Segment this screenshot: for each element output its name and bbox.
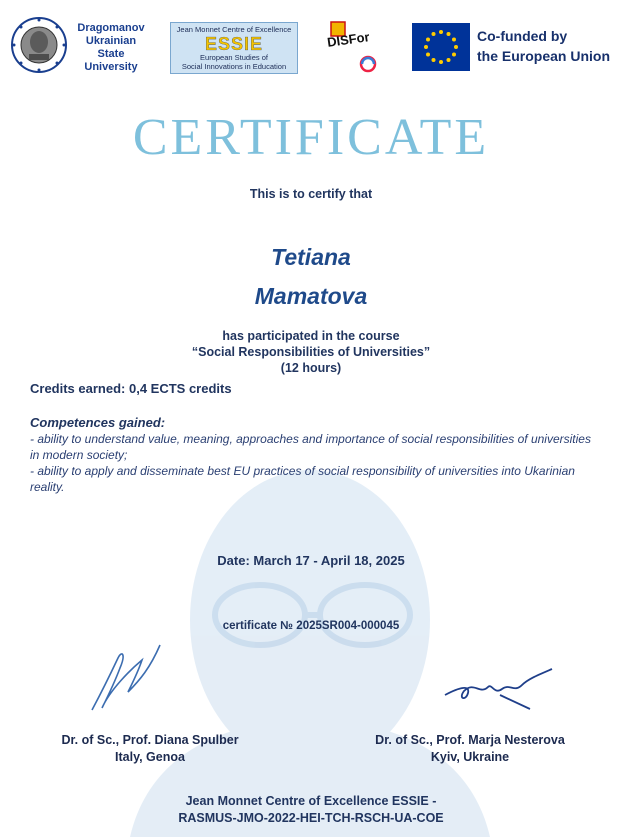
eu-cofunded-text: Co-funded by the European Union [477, 28, 610, 64]
eu-star-icon [447, 58, 451, 62]
signer-1-place: Italy, Genoa [115, 750, 185, 764]
signer-1 [40, 732, 260, 766]
signature-spulber [80, 640, 170, 715]
footer-project-id: Jean Monnet Centre of Excellence ESSIE - RASMUS-JMO-2022-HEI-TCH-RSCH-UA-COE [178, 794, 444, 825]
course-description: has participated in the course “Social Responsibilities of Universities” (12 hours) [191, 329, 431, 375]
recipient-last-name: Mamatova [254, 283, 368, 309]
competences-list [30, 431, 600, 495]
recipient-first-name: Tetiana [271, 244, 351, 270]
background-portrait [110, 470, 510, 837]
signer-2 [350, 732, 590, 766]
eu-star-icon [439, 60, 443, 64]
eu-star-icon [452, 38, 456, 42]
eu-star-icon [439, 30, 443, 34]
eu-star-icon [454, 45, 458, 49]
certificate-number: certificate № 2025SR004-000045 [222, 620, 400, 632]
competences-heading: Competences gained: [30, 415, 166, 430]
eu-flag-icon [412, 23, 470, 71]
university-seal-logo [10, 16, 68, 74]
credits-earned: Credits earned: 0,4 ECTS credits [30, 381, 232, 396]
course-dates: Date: March 17 - April 18, 2025 [217, 553, 405, 568]
competence-item: - ability to understand value, meaning, approaches and importance of social responsibilities of universities in modern society; [30, 432, 591, 462]
eu-star-icon [432, 58, 436, 62]
signature-nesterova [440, 665, 560, 715]
certify-line: This is to certify that [249, 187, 373, 201]
eu-star-icon [452, 53, 456, 57]
signer-2-place: Kyiv, Ukraine [430, 750, 510, 764]
eu-star-icon [447, 32, 451, 36]
certificate-title: CERTIFICATE [132, 109, 490, 166]
university-name: Dragomanov Ukrainian State University [77, 22, 145, 73]
competence-item: - ability to apply and disseminate best EU practices of social responsibility of universities into Ukarinian reality. [30, 464, 575, 494]
essie-logo: Jean Monnet Centre of Excellence ESSIE European Studies of Social Innovations in Education [170, 22, 298, 74]
disfor-logo-text: DISFor [326, 29, 371, 50]
eu-star-icon [426, 38, 430, 42]
eu-star-icon [426, 53, 430, 57]
signer-2-name: Dr. of Sc., Prof. Marja Nesterova [375, 733, 565, 747]
eu-star-icon [432, 32, 436, 36]
signer-1-name: Dr. of Sc., Prof. Diana Spulber [61, 733, 239, 747]
eu-star-icon [424, 45, 428, 49]
